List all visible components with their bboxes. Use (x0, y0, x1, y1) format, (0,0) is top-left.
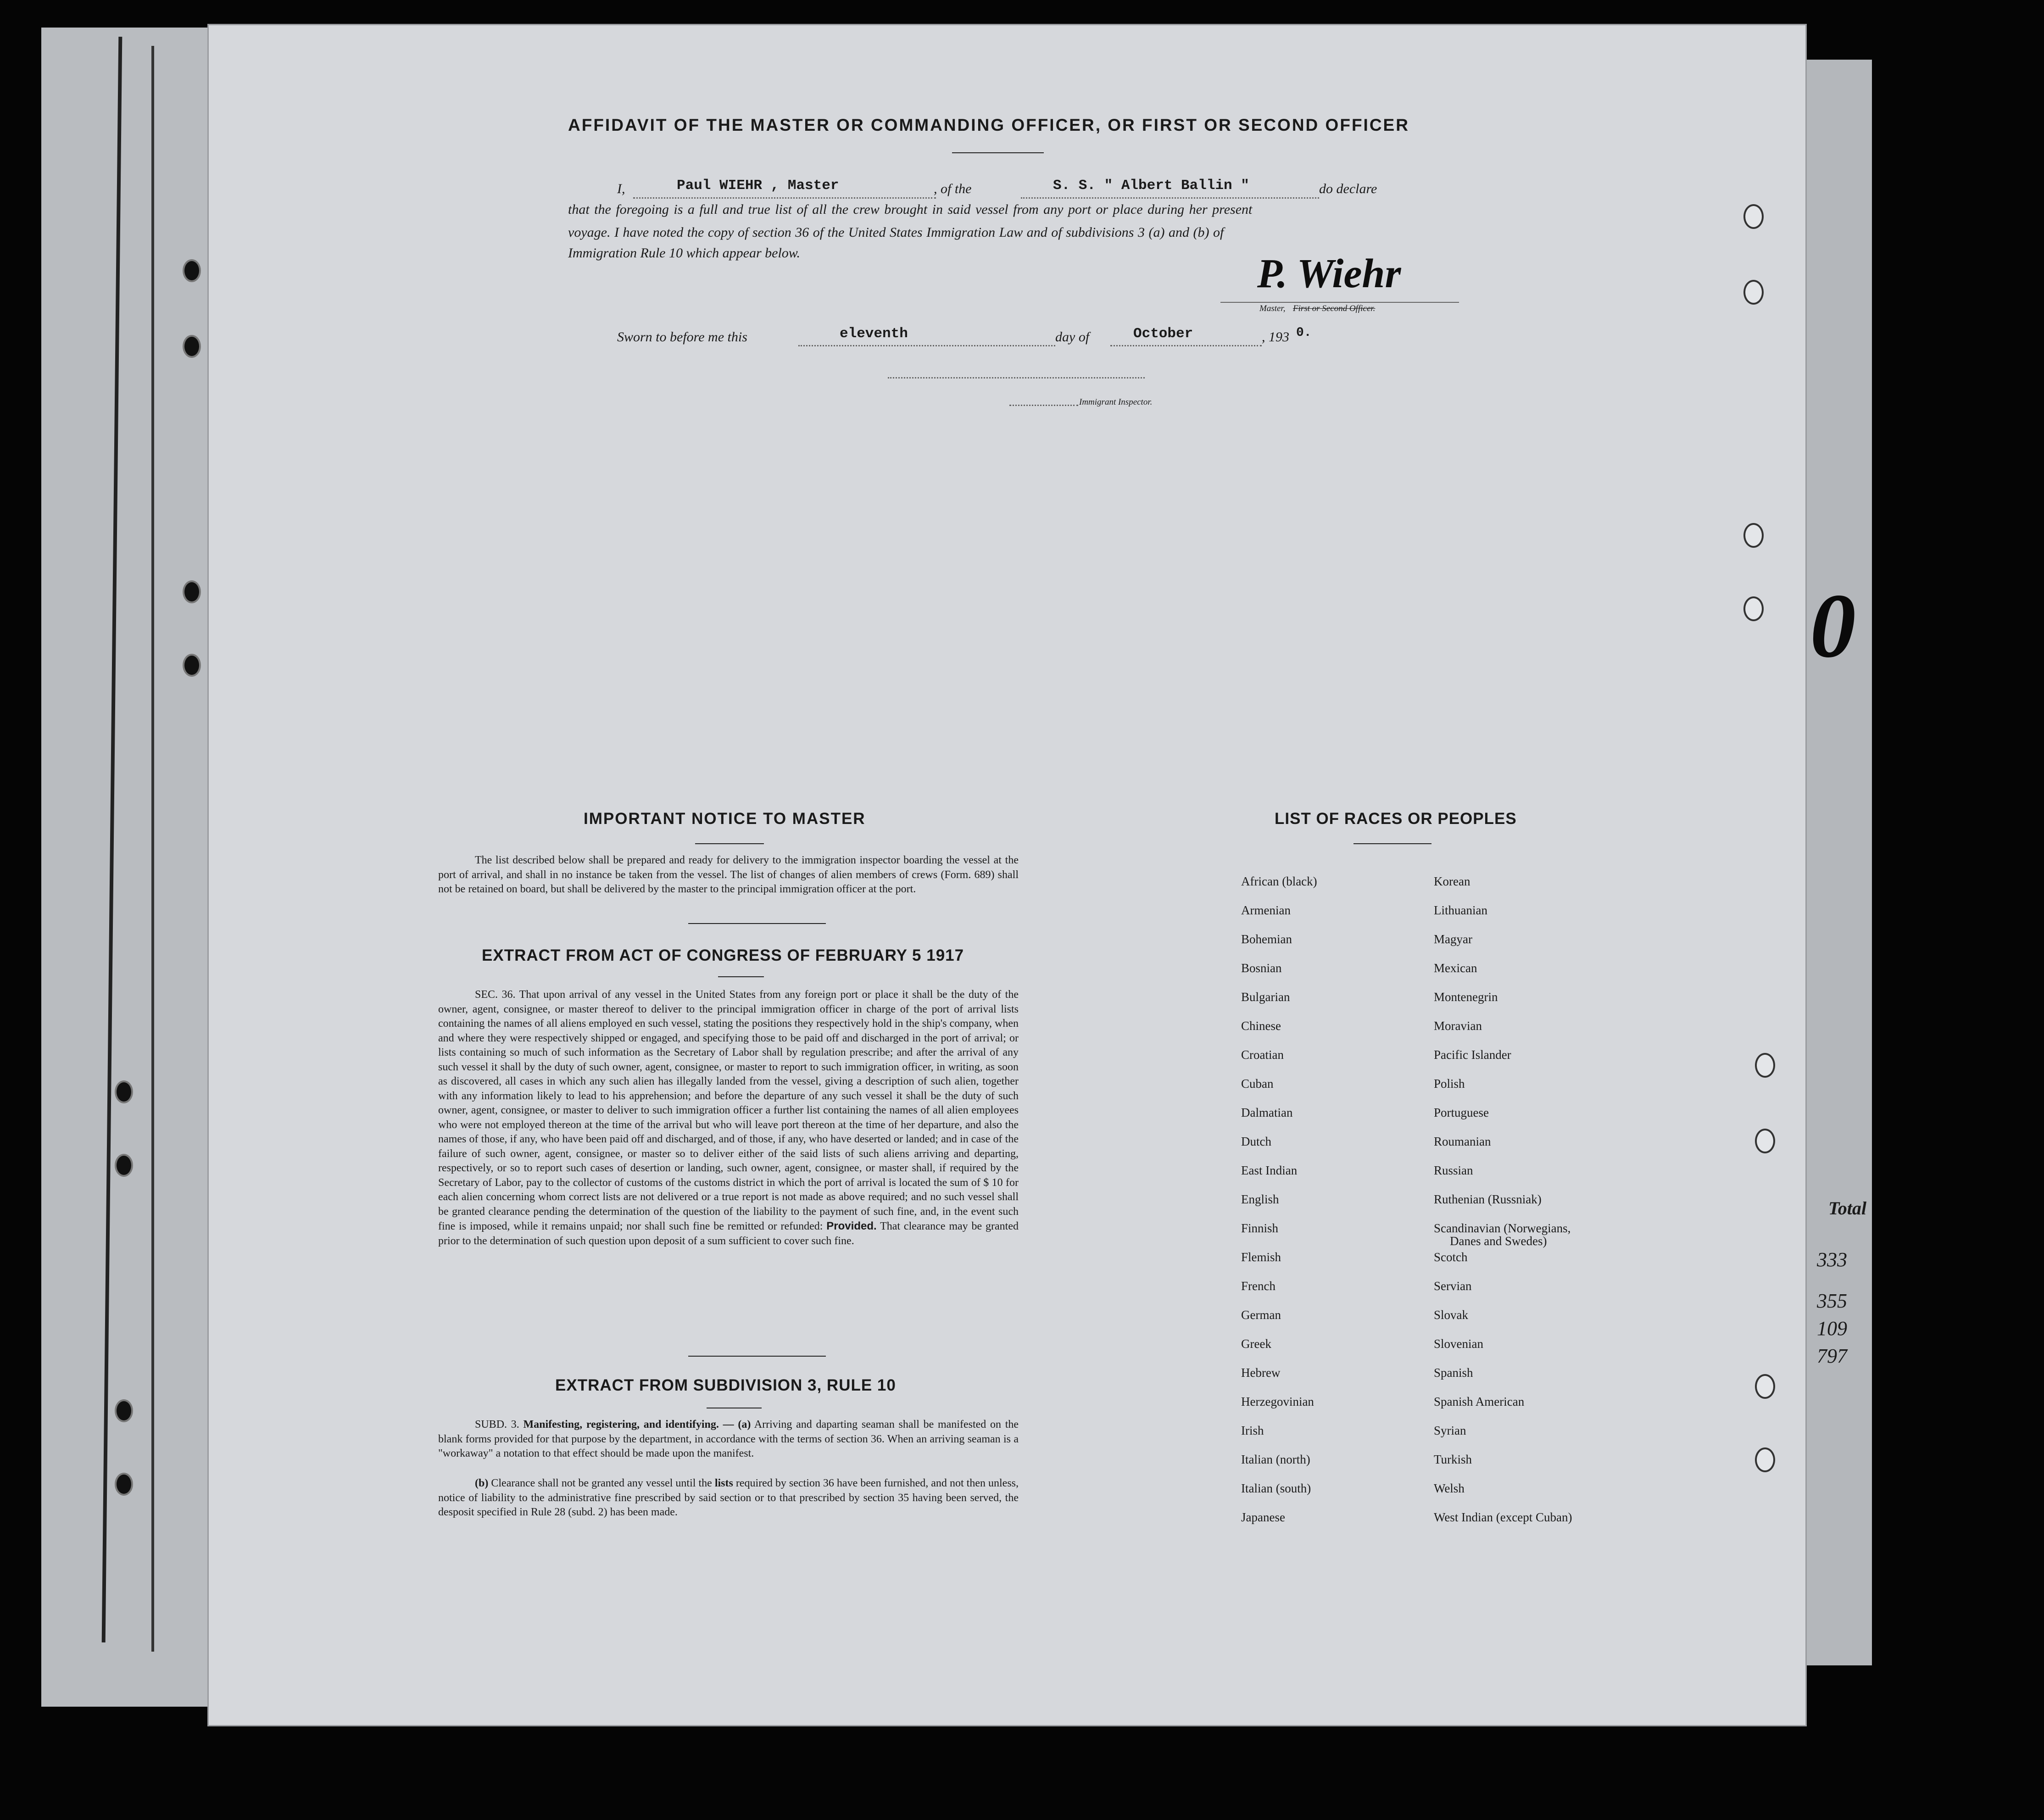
race-item: Dalmatian (1241, 1106, 1293, 1119)
race-item: Lithuanian (1434, 903, 1487, 917)
races-column-1 (1241, 867, 1317, 1532)
race-item: English (1241, 1192, 1279, 1206)
punch-hole (115, 1399, 133, 1422)
punch-hole (115, 1154, 133, 1177)
subd-label: SUBD. 3. (475, 1419, 519, 1430)
subd-b-text-1: Clearance shall not be granted any vessel until the (491, 1477, 712, 1489)
race-item: Montenegrin (1434, 990, 1498, 1004)
act-sec36-text: SEC. 36. That upon arrival of any vessel in the United States from any foreign port or place it shall be the duty of the owner, agent, consignee, or master thereof to deliver to the principal immigration officer in charge of the port of arrival lists containing the names of all aliens employed en such vessel, stating the positions they respectively hold in the ship's company, when and where they were respectively shipped or engaged, and specifying those to be paid off and discharged in the port of arrival; or lists containing so much of such information as the Secretary of Labor shall by regulation prescribe; and after the arrival of any such vessel it shall by the duty of such owner, agent, consignee, or master to report to such immigration officer, in writing, as soon as discovered, all cases in which any such alien has illegally landed from the vessel, giving a description of such alien, together with any information likely to lead to his apprehension; and before the departure of any such vessel it shall be the duty of such owner, agent, consignee, or master to deliver to such immigration officer a further list containing the names of all alien employees who were not employed thereon at the time of the arrival but who will leave port thereon at the time of her departure, and also the names of those, if any, who have been paid off and discharged, and of those, if any, who have deserted or landed; and in case of the failure of such owner, agent, consignee, or master so to deliver either of the said lists of such aliens arriving and departing, respectively, or so to report such cases of desertion or landing, such owner, agent, consignee, or master shall, if required by the Secretary of Labor, pay to the collector of customs of the customs district in which the port of arrival is located the sum of $ 10 for each alien concerning whom correct lists are not delivered or a true report is not made as above required; and no such vessel shall be granted clearance pending the determination of the question of the liability to the payment of such fine, and, in the event such fine is imposed, while it remains unpaid; nor shall such fine be remitted or refunded: (438, 989, 1019, 1232)
punch-hole (1743, 280, 1764, 305)
race-item: East Indian (1241, 1163, 1298, 1177)
race-item: Irish (1241, 1424, 1264, 1437)
race-item: Slovenian (1434, 1337, 1483, 1351)
race-item: Finnish (1241, 1221, 1279, 1235)
race-item: Scandinavian (Norwegians, (1434, 1221, 1571, 1235)
margin-value: 109 (1817, 1317, 1847, 1340)
subd-b-lists: lists (714, 1477, 733, 1489)
act-divider (688, 1356, 826, 1357)
notice-title: IMPORTANT NOTICE TO MASTER (584, 810, 866, 828)
race-item: Spanish (1434, 1366, 1473, 1380)
act-provided: Provided. (826, 1220, 877, 1232)
race-item: West Indian (except Cuban) (1434, 1510, 1572, 1524)
race-item: Korean (1434, 874, 1470, 888)
races-title: LIST OF RACES OR PEOPLES (1275, 810, 1517, 828)
race-item: Servian (1434, 1279, 1472, 1293)
inspector-sign-line (1009, 405, 1078, 406)
i-label: I, (617, 181, 625, 196)
race-item: Bosnian (1241, 961, 1282, 975)
race-item: Roumanian (1434, 1135, 1491, 1148)
year-suffix: 0. (1296, 326, 1312, 340)
big-digit: 0 (1810, 575, 1856, 677)
punch-hole (1755, 1129, 1775, 1153)
day-line (798, 345, 1055, 346)
affidavit-line-4: Immigration Rule 10 which appear below. (568, 245, 801, 261)
month-value: October (1133, 326, 1193, 342)
total-label: Total (1828, 1198, 1866, 1219)
signer-role-master: Master, (1259, 304, 1286, 313)
punch-hole (1743, 523, 1764, 548)
race-item: Pacific Islander (1434, 1048, 1511, 1062)
race-item: Cuban (1241, 1077, 1274, 1091)
races-column-2 (1434, 867, 1572, 1532)
race-item: Greek (1241, 1337, 1271, 1351)
signer-role-struck: First or Second Officer. (1293, 304, 1376, 313)
race-item: Slovak (1434, 1308, 1469, 1322)
race-item: Bulgarian (1241, 990, 1290, 1004)
race-item: Flemish (1241, 1250, 1281, 1264)
left-page-edge-2 (151, 46, 154, 1652)
subd-b-label: (b) (475, 1477, 489, 1489)
punch-hole (183, 654, 201, 677)
act-text-end: That clearance may be granted prior to the determination of such question upon deposit of a sum sufficient to cover such fine. (438, 1220, 1019, 1247)
race-item: Dutch (1241, 1135, 1271, 1148)
punch-hole (1755, 1374, 1775, 1399)
notice-divider (688, 923, 826, 924)
act-underline (718, 976, 764, 977)
do-declare: do declare (1319, 181, 1377, 196)
race-item: Polish (1434, 1077, 1465, 1091)
punch-hole (1755, 1053, 1775, 1078)
race-item: Turkish (1434, 1453, 1472, 1466)
race-item: French (1241, 1279, 1275, 1293)
race-item: Italian (south) (1241, 1481, 1311, 1495)
race-item: Ruthenian (Russniak) (1434, 1192, 1542, 1206)
punch-hole (183, 259, 201, 282)
inspector-line (888, 377, 1145, 378)
race-item: Magyar (1434, 932, 1472, 946)
race-item: Portuguese (1434, 1106, 1489, 1119)
subd-a-label: — (a) (723, 1419, 751, 1430)
race-item: Mexican (1434, 961, 1477, 975)
race-item: Spanish American (1434, 1395, 1525, 1408)
margin-value: 333 (1817, 1248, 1847, 1271)
subd-heading: Manifesting, registering, and identifying. (523, 1419, 719, 1430)
race-item: Syrian (1434, 1424, 1466, 1437)
race-item: Italian (north) (1241, 1453, 1310, 1466)
races-underline (1353, 843, 1431, 844)
year-prefix: , 193 (1262, 329, 1289, 345)
subdivision-title: EXTRACT FROM SUBDIVISION 3, RULE 10 (555, 1376, 896, 1394)
master-name: Paul WIEHR , Master (677, 178, 839, 194)
race-item: Chinese (1241, 1019, 1281, 1033)
race-item: Scotch (1434, 1250, 1468, 1264)
of-the: , of the (934, 181, 972, 196)
notice-text: The list described below shall be prepared and ready for delivery to the immigration inspector boarding the vessel at the port of arrival, and shall in no instance be taken from the vessel. The list of changes of alien members of crews (Form. 689) shall not be retained on board, but shall be delivered by the master to the principal immigration officer at the port. (438, 854, 1019, 895)
act-text (438, 988, 1019, 1248)
race-item: African (black) (1241, 874, 1317, 888)
punch-hole (1743, 596, 1764, 621)
margin-value: 355 (1817, 1290, 1847, 1312)
race-item-continuation: Danes and Swedes) (1450, 1234, 1547, 1248)
race-item: Welsh (1434, 1481, 1465, 1495)
month-line (1110, 345, 1262, 346)
race-item: German (1241, 1308, 1281, 1322)
punch-hole (115, 1473, 133, 1496)
affidavit-line-3: voyage. I have noted the copy of section 36 of the United States Immigration Law and of subdivisions 3 (a) and (b) of (568, 225, 1224, 240)
punch-hole (183, 335, 201, 358)
affidavit-title: AFFIDAVIT OF THE MASTER OR COMMANDING OFFICER, OR FIRST OR SECOND OFFICER (568, 116, 1409, 134)
race-item: Herzegovinian (1241, 1395, 1314, 1408)
right-stacked-pages (1803, 60, 1872, 1665)
race-item: Hebrew (1241, 1366, 1281, 1380)
punch-hole (115, 1080, 133, 1103)
day-value: eleventh (840, 326, 908, 342)
title-underline (952, 152, 1044, 153)
subd-a-text: Arriving and daparting seaman shall be manifested on the blank forms provided for that purpose by the department, in accordance with the terms of section 36. When an arriving seaman is a "workaway" a notation to that effect should be made upon the manifest. (438, 1419, 1019, 1459)
race-item: Armenian (1241, 903, 1291, 917)
race-item: Japanese (1241, 1510, 1285, 1524)
race-item: Croatian (1241, 1048, 1284, 1062)
vessel-line (1021, 197, 1319, 199)
race-item: Russian (1434, 1163, 1473, 1177)
act-title: EXTRACT FROM ACT OF CONGRESS OF FEBRUARY 5 1917 (482, 946, 964, 964)
punch-hole (183, 580, 201, 603)
race-item: Bohemian (1241, 932, 1292, 946)
signature-line (1220, 302, 1459, 303)
punch-hole (1743, 204, 1764, 229)
day-of: day of (1055, 329, 1090, 345)
race-item: Moravian (1434, 1019, 1482, 1033)
inspector-label: Immigrant Inspector. (1079, 397, 1153, 407)
name-line (633, 197, 936, 199)
subdivision-b (438, 1476, 1019, 1520)
affidavit-line-2: that the foregoing is a full and true list of all the crew brought in said vessel from any port or place during her present (568, 202, 1253, 217)
vessel-name: S. S. " Albert Ballin " (1053, 178, 1249, 194)
punch-hole (1755, 1447, 1775, 1472)
master-signature: P. Wiehr (1257, 251, 1401, 296)
subdivision-a (438, 1418, 1019, 1461)
notice-underline (695, 843, 764, 844)
sworn-label: Sworn to before me this (617, 329, 747, 345)
subd-b-text-2: required by section 36 have been furnished, and not then unless, notice of liability to the administrative fine prescribed by said section or to that prescribed by section 35 having been served, the desposit specified in Rule 28 (subd. 2) has been made. (438, 1477, 1019, 1518)
margin-value: 797 (1817, 1345, 1847, 1367)
